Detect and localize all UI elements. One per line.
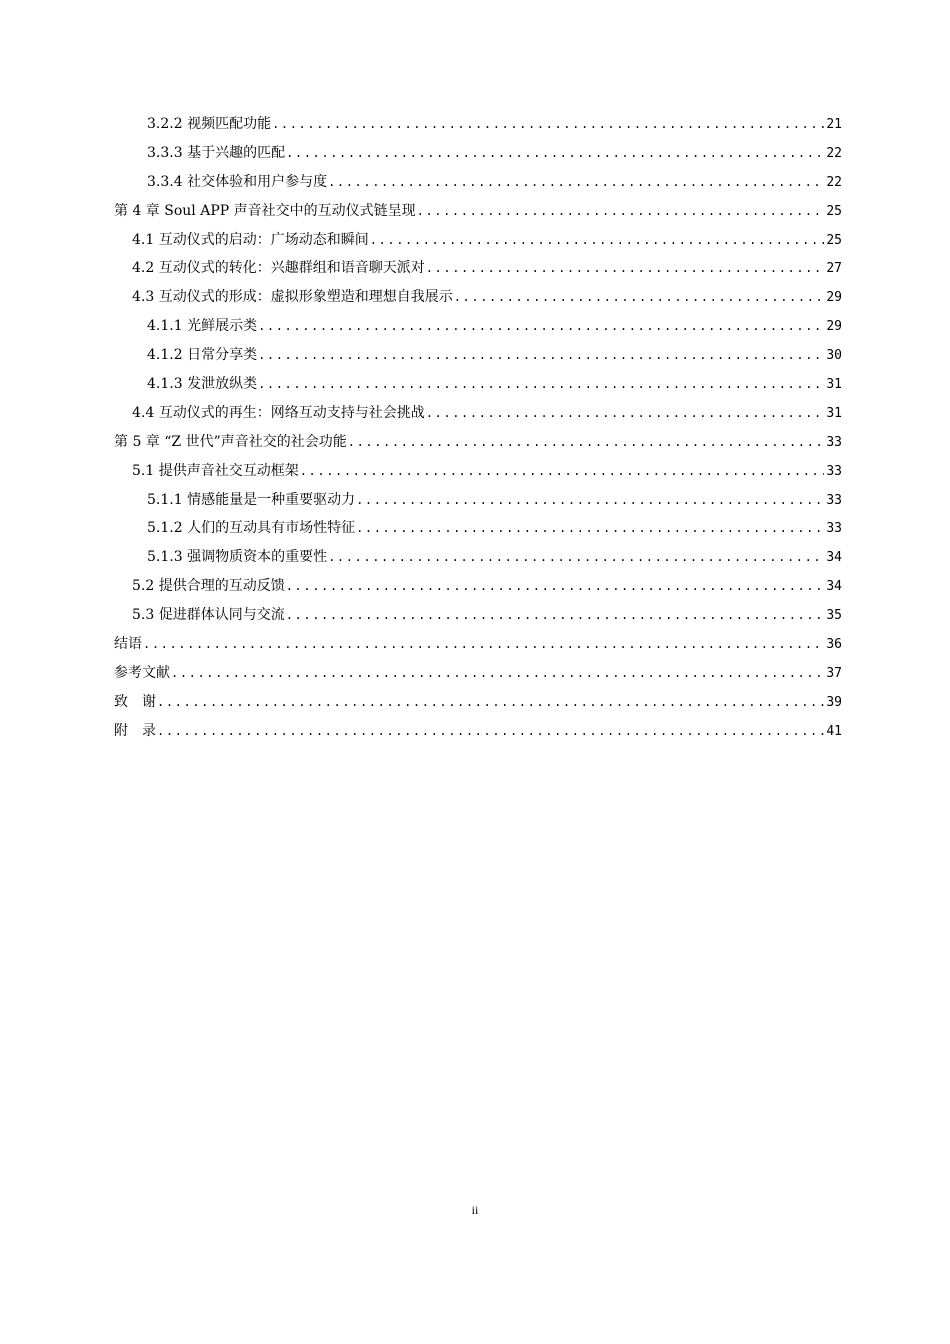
toc-entry-title: 第 4 章 Soul APP 声音社交中的互动仪式链呈现 <box>114 202 416 219</box>
toc-entry-chapter-5[interactable] <box>114 428 842 457</box>
toc-entry[interactable] <box>114 572 842 601</box>
toc-entry-title: 4.3 互动仪式的形成：虚拟形象塑造和理想自我展示 <box>132 289 453 306</box>
toc-dot-leader <box>454 283 825 312</box>
toc-dot-leader <box>171 659 824 688</box>
toc-entry-page: 25 <box>826 232 842 248</box>
toc-entry-page: 22 <box>826 145 842 161</box>
toc-dot-leader <box>157 717 824 746</box>
toc-entry-appendix[interactable] <box>114 717 842 746</box>
toc-dot-leader <box>370 226 825 255</box>
toc-entry[interactable] <box>114 486 842 515</box>
toc-entry-title: 第 5 章 “Z 世代”声音社交的社会功能 <box>114 433 347 450</box>
toc-entry-page: 37 <box>826 665 842 681</box>
toc-entry[interactable] <box>114 399 842 428</box>
toc-entry-title: 附 录 <box>114 722 156 739</box>
toc-entry-page: 33 <box>826 521 842 537</box>
toc-entry-references[interactable] <box>114 659 842 688</box>
toc-dot-leader <box>426 399 825 428</box>
toc-entry-title: 5.2 提供合理的互动反馈 <box>132 578 285 595</box>
toc-dot-leader <box>328 168 824 197</box>
toc-dot-leader <box>157 688 824 717</box>
table-of-contents <box>114 110 842 746</box>
toc-entry-page: 29 <box>826 319 842 335</box>
toc-entry-conclusion[interactable] <box>114 630 842 659</box>
toc-dot-leader <box>258 312 824 341</box>
toc-entry-title: 4.4 互动仪式的再生：网络互动支持与社会挑战 <box>132 404 425 421</box>
toc-entry-title: 5.1 提供声音社交互动框架 <box>132 462 299 479</box>
toc-entry[interactable] <box>114 283 842 312</box>
toc-entry-page: 33 <box>826 434 842 450</box>
toc-entry[interactable] <box>114 341 842 370</box>
toc-entry-title: 3.2.2 视频匹配功能 <box>147 116 272 132</box>
toc-entry-page: 22 <box>826 174 842 190</box>
toc-entry-title: 致 谢 <box>114 693 156 710</box>
toc-dot-leader <box>286 139 824 168</box>
toc-entry-title: 4.2 互动仪式的转化：兴趣群组和语音聊天派对 <box>132 260 425 277</box>
toc-entry[interactable] <box>114 601 842 630</box>
toc-entry[interactable] <box>114 254 842 283</box>
toc-dot-leader <box>286 572 825 601</box>
toc-entry[interactable] <box>114 226 842 255</box>
toc-entry-title: 5.3 促进群体认同与交流 <box>132 607 285 624</box>
toc-entry-title: 参考文献 <box>114 664 170 681</box>
toc-entry-page: 35 <box>826 608 842 624</box>
toc-entry-title: 5.1.2 人们的互动具有市场性特征 <box>147 520 356 537</box>
toc-dot-leader <box>286 601 825 630</box>
toc-entry-title: 3.3.3 基于兴趣的匹配 <box>147 144 286 161</box>
toc-entry-page: 33 <box>826 492 842 508</box>
toc-entry-title: 4.1.3 发泄放纵类 <box>147 376 258 393</box>
toc-entry[interactable] <box>114 139 842 168</box>
toc-dot-leader <box>258 370 824 399</box>
toc-entry[interactable] <box>114 514 842 543</box>
toc-dot-leader <box>300 457 825 486</box>
toc-entry-page: 33 <box>826 463 842 479</box>
toc-dot-leader <box>348 428 825 457</box>
toc-entry[interactable] <box>114 312 842 341</box>
toc-entry-title: 结语 <box>114 636 142 653</box>
toc-entry-title: 5.1.3 强调物质资本的重要性 <box>147 549 328 566</box>
toc-entry-page: 25 <box>826 203 842 219</box>
toc-entry[interactable] <box>114 168 842 197</box>
toc-entry-page: 31 <box>826 405 842 421</box>
toc-entry-page: 29 <box>826 290 842 306</box>
toc-entry-page: 21 <box>826 117 842 132</box>
toc-entry[interactable] <box>114 110 842 139</box>
toc-dot-leader <box>426 254 825 283</box>
toc-entry-title: 4.1 互动仪式的启动：广场动态和瞬间 <box>132 231 369 248</box>
toc-dot-leader <box>328 543 824 572</box>
toc-dot-leader <box>417 197 825 226</box>
toc-entry-page: 30 <box>826 348 842 364</box>
toc-entry-page: 41 <box>826 723 842 739</box>
toc-entry[interactable] <box>114 543 842 572</box>
toc-entry-acknowledgements[interactable] <box>114 688 842 717</box>
toc-entry-title: 4.1.1 光鲜展示类 <box>147 318 258 335</box>
toc-dot-leader <box>356 486 824 515</box>
toc-entry-page: 34 <box>826 579 842 595</box>
toc-entry-page: 27 <box>826 261 842 277</box>
toc-entry-title: 3.3.4 社交体验和用户参与度 <box>147 173 328 190</box>
toc-entry-page: 34 <box>826 550 842 566</box>
toc-entry-page: 39 <box>826 694 842 710</box>
toc-dot-leader <box>258 341 824 370</box>
toc-dot-leader <box>143 630 824 659</box>
toc-entry-page: 36 <box>826 637 842 653</box>
toc-entry-page: 31 <box>826 377 842 393</box>
toc-entry-title: 4.1.2 日常分享类 <box>147 347 258 364</box>
page-number: ii <box>471 1203 479 1217</box>
toc-entry-chapter-4[interactable] <box>114 197 842 226</box>
toc-entry-title: 5.1.1 情感能量是一种重要驱动力 <box>147 491 356 508</box>
toc-dot-leader <box>272 110 824 139</box>
toc-entry[interactable] <box>114 457 842 486</box>
toc-entry[interactable] <box>114 370 842 399</box>
toc-dot-leader <box>356 514 824 543</box>
